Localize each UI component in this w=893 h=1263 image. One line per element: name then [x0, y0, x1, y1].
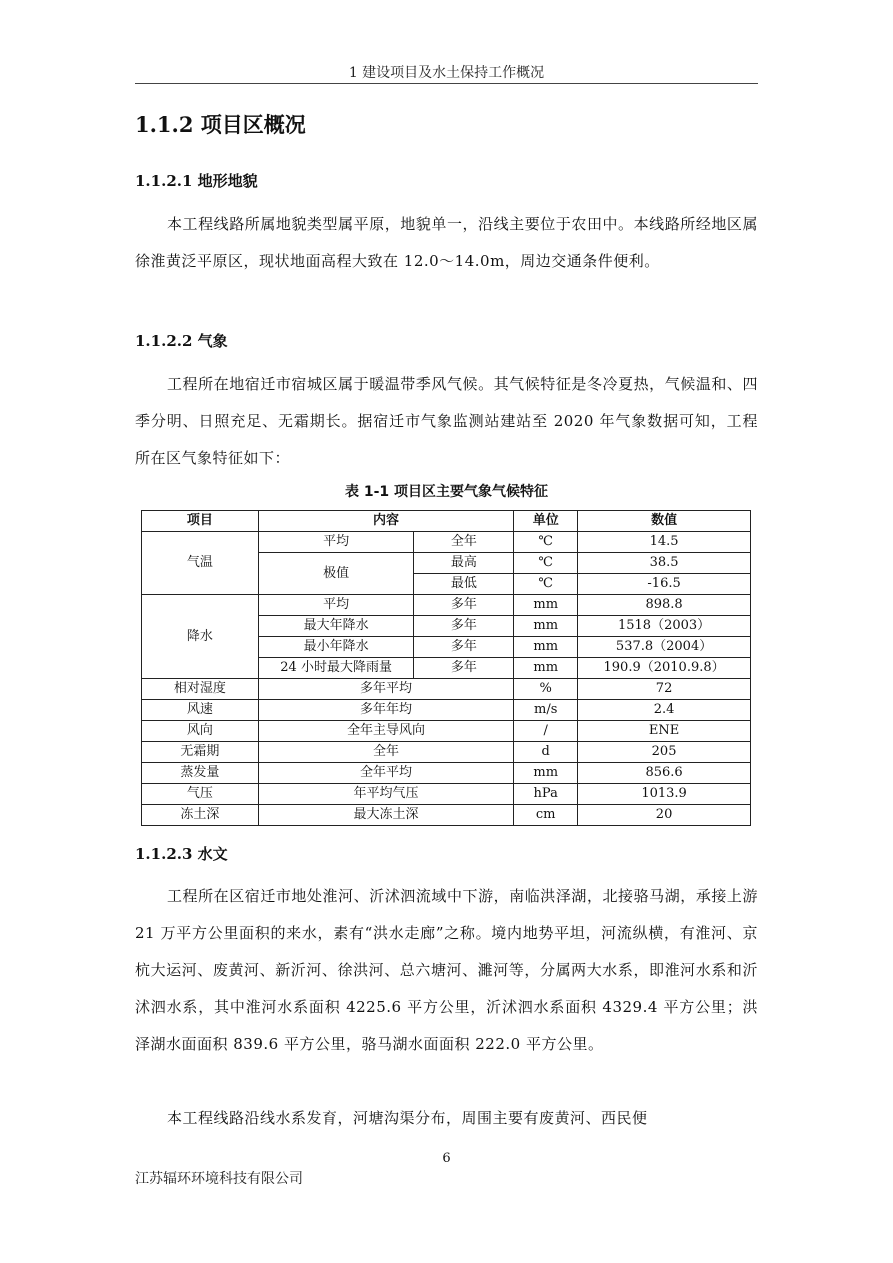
cell-unit: mm	[514, 616, 578, 637]
cell-unit: mm	[514, 658, 578, 679]
cell-label: 最大年降水	[258, 616, 414, 637]
table-row	[142, 700, 751, 721]
cell-value: 898.8	[578, 595, 751, 616]
cell-unit: %	[514, 679, 578, 700]
cell-label: 24 小时最大降雨量	[258, 658, 414, 679]
cell-item: 气压	[142, 784, 259, 805]
cell-item: 风速	[142, 700, 259, 721]
cell-period: 多年	[414, 658, 514, 679]
cell-period: 多年	[414, 616, 514, 637]
table-row	[142, 763, 751, 784]
cell-unit: cm	[514, 805, 578, 826]
table-row	[142, 721, 751, 742]
subsection-title-climate: 1.1.2.2 气象	[135, 332, 228, 350]
header-divider	[135, 83, 758, 84]
cell-item-temp: 气温	[142, 532, 259, 595]
cell-unit: m/s	[514, 700, 578, 721]
cell-unit: mm	[514, 637, 578, 658]
cell-value: 38.5	[578, 553, 751, 574]
cell-value: 20	[578, 805, 751, 826]
cell-item: 无霜期	[142, 742, 259, 763]
cell-period: 多年	[414, 637, 514, 658]
terrain-paragraph: 本工程线路所属地貌类型属平原，地貌单一，沿线主要位于农田中。本线路所经地区属徐淮黄泛平原区，现状地面高程大致在 12.0～14.0m，周边交通条件便利。	[135, 215, 758, 270]
section-title: 1.1.2 项目区概况	[135, 112, 306, 137]
header-unit: 单位	[514, 511, 578, 532]
cell-item: 冻土深	[142, 805, 259, 826]
table-caption: 表 1-1 项目区主要气象气候特征	[344, 484, 549, 500]
cell-unit: ℃	[514, 553, 578, 574]
cell-value: 72	[578, 679, 751, 700]
cell-content: 多年年均	[258, 700, 513, 721]
cell-item: 相对湿度	[142, 679, 259, 700]
hydrology-paragraph-2: 本工程线路沿线水系发育，河塘沟渠分布，周围主要有废黄河、西民便	[167, 1109, 648, 1127]
cell-period: 全年	[414, 532, 514, 553]
cell-unit: ℃	[514, 574, 578, 595]
cell-content: 多年平均	[258, 679, 513, 700]
cell-value: 190.9（2010.9.8）	[578, 658, 751, 679]
climate-table	[141, 510, 751, 826]
table-row	[142, 805, 751, 826]
cell-value: 1518（2003）	[578, 616, 751, 637]
cell-content: 最大冻土深	[258, 805, 513, 826]
cell-value: 537.8（2004）	[578, 637, 751, 658]
cell-value: 14.5	[578, 532, 751, 553]
cell-unit: /	[514, 721, 578, 742]
cell-label: 最小年降水	[258, 637, 414, 658]
page-number: 6	[442, 1151, 451, 1166]
cell-value: 2.4	[578, 700, 751, 721]
cell-value: -16.5	[578, 574, 751, 595]
climate-paragraph: 工程所在地宿迁市宿城区属于暖温带季风气候。其气候特征是冬冷夏热，气候温和、四季分明、日照充足、无霜期长。据宿迁市气象监测站建站至 2020 年气象数据可知，工程所在区气象特征如下：	[135, 375, 758, 467]
cell-unit: ℃	[514, 532, 578, 553]
cell-item: 风向	[142, 721, 259, 742]
header-content: 内容	[258, 511, 513, 532]
cell-unit: mm	[514, 763, 578, 784]
header-value: 数值	[578, 511, 751, 532]
cell-unit: hPa	[514, 784, 578, 805]
table-row	[142, 595, 751, 616]
cell-label: 极值	[258, 553, 414, 595]
cell-item: 蒸发量	[142, 763, 259, 784]
cell-value: 1013.9	[578, 784, 751, 805]
cell-content: 全年	[258, 742, 513, 763]
table-row	[142, 532, 751, 553]
footer-company: 江苏辐环环境科技有限公司	[135, 1171, 303, 1187]
table-row	[142, 784, 751, 805]
cell-content: 年平均气压	[258, 784, 513, 805]
cell-period: 最低	[414, 574, 514, 595]
cell-period: 多年	[414, 595, 514, 616]
cell-item-precip: 降水	[142, 595, 259, 679]
cell-label: 平均	[258, 595, 414, 616]
subsection-title-terrain: 1.1.2.1 地形地貌	[135, 172, 258, 190]
header-item: 项目	[142, 511, 259, 532]
cell-content: 全年主导风向	[258, 721, 513, 742]
table-header-row	[142, 511, 751, 532]
cell-period: 最高	[414, 553, 514, 574]
cell-unit: d	[514, 742, 578, 763]
cell-content: 全年平均	[258, 763, 513, 784]
cell-value: ENE	[578, 721, 751, 742]
subsection-title-hydrology: 1.1.2.3 水文	[135, 845, 228, 863]
table-row	[142, 679, 751, 700]
hydrology-paragraph-1: 工程所在区宿迁市地处淮河、沂沭泗流域中下游，南临洪泽湖，北接骆马湖，承接上游 21 万平方公里面积的来水，素有“洪水走廊”之称。境内地势平坦，河流纵横，有淮河、京杭大运河、废黄河、新沂河、徐洪河、总六塘河、濉河等，分属两大水系，即淮河水系和沂沭泗水系，其中淮河水系面积 4225.6 平方公里，沂沭泗水系面积 4329.4 平方公里；洪泽湖水面面积 839.6 平方公里，骆马湖水面面积 222.0 平方公里。	[135, 887, 758, 1053]
table-row	[142, 742, 751, 763]
cell-unit: mm	[514, 595, 578, 616]
page-header: 1 建设项目及水土保持工作概况	[348, 65, 545, 81]
cell-label: 平均	[258, 532, 414, 553]
cell-value: 205	[578, 742, 751, 763]
cell-value: 856.6	[578, 763, 751, 784]
